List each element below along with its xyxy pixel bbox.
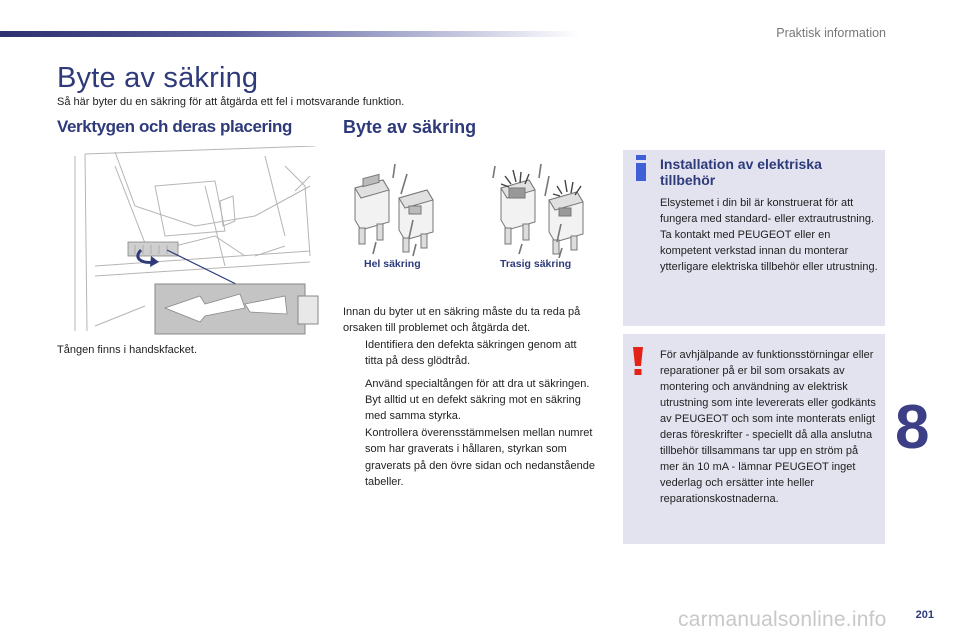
good-fuse-icon xyxy=(355,174,433,252)
list-item: Byt alltid ut en defekt säkring mot en säkring med samma styrka. xyxy=(365,394,581,423)
warning-text: För avhjälpande av funktionsstörningar eller reparationer på er bil som orsakats av montering och användning av elektrisk utrustning som inte levererats eller godkänts av PEUGEOT och som inte monterats enligt deras föreskrifter - speciellt då alla anslutna tillbehör tillsammans tar upp en ström på mer än 10 mA - lämnar PEUGEOT inget vederlag och ersätter inte heller reparationskostnaderna. xyxy=(660,349,876,505)
replace-intro: Innan du byter ut en säkring måste du ta reda på orsaken till problemet och åtgärda det. xyxy=(343,306,581,335)
warning-icon xyxy=(631,347,645,375)
page-subtitle: Så här byter du en säkring för att åtgärda ett fel i motsvarande funktion. xyxy=(57,96,405,108)
glovebox-illustration xyxy=(55,146,320,336)
good-fuse-label: Hel säkring xyxy=(364,258,421,270)
replace-instructions xyxy=(343,304,595,490)
tools-heading: Verktygen och deras placering xyxy=(57,117,292,136)
watermark: carmanualsonline.info xyxy=(678,608,887,631)
list-item: Identifiera den defekta säkringen genom att titta på dess glödtråd. xyxy=(365,338,577,368)
blown-fuse-label: Trasig säkring xyxy=(500,258,572,270)
list-item: Kontrollera överensstämmelsen mellan numret som har graverats i hållaren, styrkan som graverats på den övre sidan och nedanstående tabeller. xyxy=(365,426,595,489)
page-title: Byte av säkring xyxy=(57,62,259,94)
section-header: Praktisk information xyxy=(776,26,886,40)
replace-heading: Byte av säkring xyxy=(343,117,477,137)
info-icon xyxy=(632,155,650,181)
info-text: Elsystemet i din bil är konstruerat för att fungera med standard- eller extrautrustning. Ta kontakt med PEUGEOT eller en kompetent verkstad innan du monterar ytterligare elektriska tillbehör eller utrustning. xyxy=(660,197,878,273)
chapter-number: 8 xyxy=(895,393,930,462)
info-title: Installation av elektriska tillbehör xyxy=(660,156,822,188)
step-list xyxy=(343,337,595,370)
list-item: Använd specialtången för att dra ut säkringen. xyxy=(365,377,590,390)
step-list-2 xyxy=(343,376,595,491)
page-number: 201 xyxy=(915,609,934,621)
fuse-illustrations xyxy=(343,158,603,258)
tools-caption: Tången finns i handskfacket. xyxy=(57,344,198,356)
header-accent-bar xyxy=(0,31,580,37)
